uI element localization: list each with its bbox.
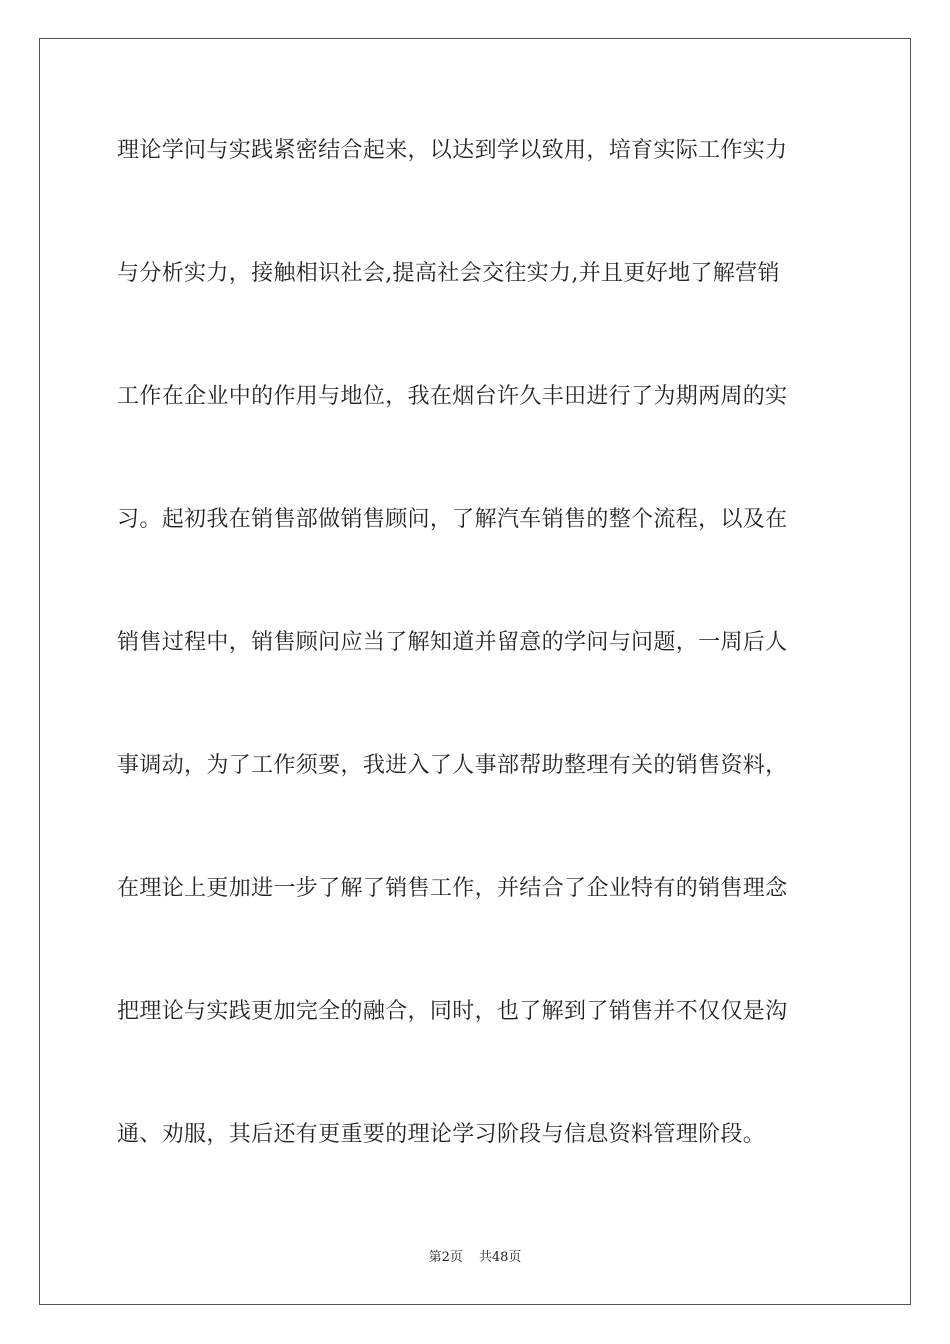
document-body — [117, 118, 837, 1225]
page-footer — [0, 1246, 950, 1265]
page-number: 第2页 — [428, 1250, 463, 1265]
text-line: 习。起初我在销售部做销售顾问，了解汽车销售的整个流程，以及在 — [117, 507, 788, 532]
text-line: 销售过程中，销售顾问应当了解知道并留意的学问与问题，一周后人 — [117, 630, 788, 655]
text-line: 工作在企业中的作用与地位，我在烟台许久丰田进行了为期两周的实 — [117, 384, 788, 409]
text-line: 事调动，为了工作须要，我进入了人事部帮助整理有关的销售资料， — [117, 753, 788, 778]
text-line: 理论学问与实践紧密结合起来，以达到学以致用，培育实际工作实力 — [117, 138, 788, 163]
text-line: 通、劝服，其后还有更重要的理论学习阶段与信息资料管理阶段。 — [117, 1122, 766, 1147]
text-line: 与分析实力，接触相识社会,提高社会交往实力,并且更好地了解营销 — [117, 261, 780, 286]
text-line: 在理论上更加进一步了解了销售工作，并结合了企业特有的销售理念 — [117, 876, 788, 901]
total-pages: 共48页 — [478, 1250, 522, 1265]
text-line: 把理论与实践更加完全的融合，同时，也了解到了销售并不仅仅是沟 — [117, 999, 788, 1024]
